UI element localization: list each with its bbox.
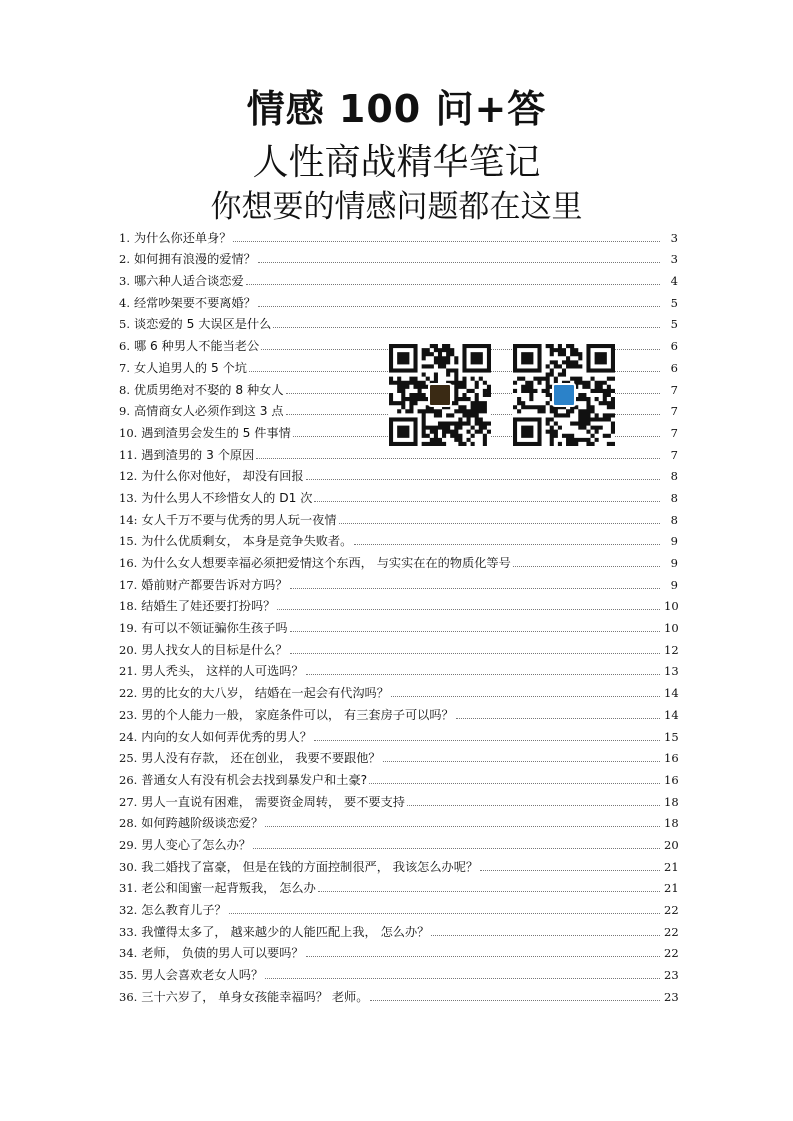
- toc-page-number: 18: [664, 794, 679, 809]
- toc-page-number: 8: [670, 512, 678, 527]
- toc-leader-dots: [306, 956, 660, 957]
- toc-entry-number: 1.: [119, 230, 130, 245]
- toc-entry-number: 26.: [119, 772, 138, 787]
- toc-leader-dots: [383, 761, 660, 762]
- toc-leader-dots: [456, 718, 660, 719]
- toc-page-number: 6: [670, 339, 678, 354]
- toc-page-number: 18: [664, 816, 679, 831]
- toc-entry-title: 我懂得太多了， 越来越少的人能匹配上我， 怎么办？: [141, 924, 430, 939]
- toc-row[interactable]: [119, 528, 678, 550]
- toc-entry-title: 男人秃头， 这样的人可选吗？: [141, 664, 304, 679]
- qr-logo-icon: [428, 383, 452, 407]
- toc-entry-number: 28.: [119, 816, 138, 831]
- toc-entry-number: 5.: [119, 317, 130, 332]
- toc-entry-text: [119, 859, 478, 875]
- toc-entry-title: 谈恋爱的 5 大误区是什么: [133, 317, 272, 332]
- toc-entry-title: 男人找女人的目标是什么？: [141, 642, 288, 657]
- toc-entry-number: 15.: [119, 534, 138, 549]
- toc-page-number: 8: [670, 469, 678, 484]
- toc-entry-number: 3.: [119, 274, 130, 289]
- toc-entry-title: 为什么你对他好， 却没有回报: [141, 469, 304, 484]
- toc-leader-dots: [431, 935, 660, 936]
- toc-row[interactable]: [119, 614, 678, 636]
- toc-row[interactable]: [119, 940, 678, 962]
- toc-entry-number: 13.: [119, 490, 138, 505]
- toc-entry-text: [119, 382, 284, 398]
- toc-entry-text: [119, 512, 337, 528]
- toc-leader-dots: [273, 327, 660, 328]
- toc-entry-title: 我二婚找了富豪， 但是在钱的方面控制很严， 我该怎么办呢？: [141, 859, 479, 874]
- toc-entry-number: 12.: [119, 469, 138, 484]
- toc-row[interactable]: [119, 463, 678, 485]
- toc-entry-number: 35.: [119, 968, 138, 983]
- toc-entry-text: [119, 447, 254, 463]
- toc-page-number: 15: [664, 729, 679, 744]
- toc-entry-number: 16.: [119, 556, 138, 570]
- toc-entry-text: [119, 598, 275, 614]
- toc-entry-number: 11.: [119, 447, 138, 462]
- toc-entry-title: 内向的女人如何弄优秀的男人？: [141, 729, 312, 744]
- toc-leader-dots: [370, 1000, 660, 1001]
- toc-page-number: 7: [670, 404, 678, 419]
- toc-entry-title: 高情商女人必须作到这 3 点: [133, 404, 284, 419]
- toc-entry-title: 男人变心了怎么办？: [141, 837, 251, 852]
- toc-page-number: 23: [664, 968, 679, 983]
- toc-entry-text: [119, 902, 227, 918]
- toc-row[interactable]: [119, 636, 678, 658]
- toc-entry-text: [119, 338, 259, 354]
- toc-leader-dots: [513, 566, 660, 567]
- toc-page-number: 8: [670, 490, 678, 505]
- toc-leader-dots: [314, 501, 660, 502]
- toc-leader-dots: [407, 805, 660, 806]
- toc-entry-title: 哪 6 种男人不能当老公: [133, 339, 260, 354]
- toc-leader-dots: [253, 848, 660, 849]
- toc-row[interactable]: [119, 918, 678, 940]
- toc-leader-dots: [339, 523, 660, 524]
- toc-entry-number: 33.: [119, 924, 138, 939]
- toc-entry-title: 女人追男人的 5 个坑: [133, 360, 247, 375]
- toc-entry-number: 23.: [119, 707, 138, 722]
- toc-page-number: 10: [664, 599, 679, 614]
- toc-entry-text: [119, 989, 368, 1005]
- toc-leader-dots: [233, 241, 660, 242]
- toc-entry-title: 遇到渣男会发生的 5 件事情: [141, 425, 291, 440]
- toc-row[interactable]: [119, 853, 678, 875]
- toc-row[interactable]: [119, 549, 678, 571]
- toc-leader-dots: [258, 306, 660, 307]
- toc-entry-title: 三十六岁了， 单身女孩能幸福吗？ 老师。: [141, 989, 369, 1004]
- toc-row[interactable]: [119, 484, 678, 506]
- toc-entry-number: 31.: [119, 881, 138, 896]
- toc-entry-text: [119, 837, 251, 853]
- toc-entry-title: 婚前财产都要告诉对方吗？: [141, 577, 288, 592]
- toc-entry-text: [119, 945, 304, 961]
- toc-entry-text: [119, 490, 312, 506]
- toc-entry-title: 男人没有存款， 还在创业， 我要不要跟他？: [141, 751, 381, 766]
- toc-entry-number: 18.: [119, 599, 138, 614]
- toc-page-number: 21: [664, 881, 679, 896]
- toc-entry-title: 如何跨越阶级谈恋爱？: [141, 816, 264, 831]
- toc-row[interactable]: [119, 810, 678, 832]
- toc-page-number: 21: [664, 859, 679, 874]
- toc-entry-title: 有可以不领证骗你生孩子吗: [141, 621, 288, 636]
- toc-entry-text: [119, 230, 231, 246]
- toc-row[interactable]: [119, 289, 678, 311]
- toc-entry-text: [119, 533, 352, 549]
- toc-row[interactable]: [119, 679, 678, 701]
- toc-entry-number: 24.: [119, 729, 138, 744]
- toc-leader-dots: [229, 913, 660, 914]
- toc-page-number: 5: [670, 295, 678, 310]
- toc-entry-text: [119, 360, 247, 376]
- toc-leader-dots: [306, 674, 660, 675]
- page-title: 情感 100 问+答: [246, 87, 547, 131]
- toc-entry-number: 30.: [119, 859, 138, 874]
- toc-entry-number: 4.: [119, 295, 130, 310]
- toc-page-number: 10: [664, 621, 679, 636]
- toc-leader-dots: [391, 696, 660, 697]
- toc-leader-dots: [306, 479, 660, 480]
- qr-code-left: [389, 344, 491, 446]
- toc-entry-title: 为什么优质剩女， 本身是竞争失败者。: [141, 534, 353, 549]
- toc-entry-text: [119, 620, 288, 636]
- toc-page-number: 14: [664, 686, 679, 701]
- toc-entry-number: 7.: [119, 360, 130, 375]
- toc-entry-title: 遇到渣男的 3 个原因: [141, 447, 255, 462]
- toc-page-number: 3: [670, 230, 678, 245]
- toc-entry-title: 女人千万不要与优秀的男人玩一夜情: [141, 512, 337, 527]
- toc-leader-dots: [314, 740, 660, 741]
- toc-page-number: 22: [664, 924, 679, 939]
- toc-entry-number: 10.: [119, 425, 138, 440]
- toc-page-number: 13: [664, 664, 679, 679]
- toc-leader-dots: [265, 978, 660, 979]
- toc-row[interactable]: [119, 701, 678, 723]
- toc-row[interactable]: [119, 571, 678, 593]
- toc-entry-text: [119, 880, 316, 896]
- toc-page-number: 7: [670, 382, 678, 397]
- toc-entry-title: 男的比女的大八岁， 结婚在一起会有代沟吗？: [141, 686, 389, 701]
- toc-entry-title: 老公和闺蜜一起背叛我， 怎么办: [141, 881, 316, 896]
- toc-entry-title: 经常吵架要不要离婚？: [133, 295, 256, 310]
- toc-entry-title: 男人会喜欢老女人吗？: [141, 968, 264, 983]
- toc-entry-number: 27.: [119, 794, 138, 809]
- toc-entry-number: 14:: [119, 512, 138, 527]
- toc-row[interactable]: [119, 506, 678, 528]
- toc-leader-dots: [256, 458, 660, 459]
- toc-leader-dots: [290, 588, 660, 589]
- toc-leader-dots: [354, 544, 660, 545]
- toc-leader-dots: [277, 609, 660, 610]
- toc-entry-text: [119, 273, 244, 289]
- toc-row[interactable]: [119, 766, 678, 788]
- toc-entry-number: 29.: [119, 837, 138, 852]
- page-subtitle-secondary: 你想要的情感问题都在这里: [210, 189, 583, 225]
- toc-entry-text: [119, 425, 291, 441]
- toc-entry-text: [119, 642, 288, 658]
- toc-page-number: 9: [670, 577, 678, 592]
- toc-row[interactable]: [119, 875, 678, 897]
- toc-entry-title: 结婚生了娃还要打扮吗？: [141, 599, 276, 614]
- toc-leader-dots: [290, 653, 660, 654]
- toc-row[interactable]: [119, 831, 678, 853]
- toc-entry-number: 25.: [119, 751, 138, 766]
- toc-page-number: 20: [664, 837, 679, 852]
- toc-entry-text: [119, 251, 256, 267]
- toc-row[interactable]: [119, 745, 678, 767]
- toc-entry-text: [119, 729, 312, 745]
- toc-page-number: 16: [664, 772, 679, 787]
- toc-leader-dots: [290, 631, 660, 632]
- toc-row[interactable]: [119, 267, 678, 289]
- toc-entry-number: 21.: [119, 664, 138, 679]
- toc-page-number: 16: [664, 751, 679, 766]
- toc-entry-text: [119, 403, 284, 419]
- qr-code-right: [513, 344, 615, 446]
- toc-row[interactable]: [119, 658, 678, 680]
- toc-entry-title: 男人一直说有困难， 需要资金周转， 要不要支持: [141, 794, 405, 809]
- table-of-contents: [119, 224, 678, 1005]
- toc-entry-title: 为什么女人想要幸福必须把爱情这个东西， 与实实在在的物质化等号: [141, 556, 511, 570]
- toc-page-number: 5: [670, 317, 678, 332]
- toc-entry-number: 32.: [119, 903, 138, 917]
- toc-entry-text: [119, 750, 381, 766]
- toc-row[interactable]: [119, 788, 678, 810]
- toc-page-number: 6: [670, 360, 678, 375]
- toc-entry-number: 20.: [119, 642, 138, 657]
- toc-entry-text: [119, 295, 256, 311]
- toc-entry-text: [119, 468, 304, 484]
- toc-entry-title: 哪六种人适合谈恋爱: [133, 274, 244, 289]
- toc-leader-dots: [318, 891, 660, 892]
- toc-entry-text: [119, 794, 405, 810]
- toc-entry-number: 2.: [119, 252, 130, 267]
- toc-leader-dots: [258, 262, 660, 263]
- toc-leader-dots: [480, 870, 660, 871]
- toc-row[interactable]: [119, 983, 678, 1005]
- toc-leader-dots: [265, 826, 660, 827]
- toc-entry-title: 男的个人能力一般， 家庭条件可以， 有三套房子可以吗？: [141, 707, 454, 722]
- toc-entry-text: [119, 663, 304, 679]
- toc-row[interactable]: [119, 723, 678, 745]
- toc-entry-number: 36.: [119, 989, 138, 1004]
- toc-page-number: 12: [664, 642, 679, 657]
- toc-row[interactable]: [119, 311, 678, 333]
- toc-leader-dots: [369, 783, 660, 784]
- toc-page-number: 22: [664, 903, 679, 917]
- toc-entry-text: [119, 316, 271, 332]
- toc-page-number: 22: [664, 946, 679, 961]
- toc-row[interactable]: [119, 961, 678, 983]
- toc-entry-number: 19.: [119, 621, 138, 636]
- toc-entry-text: [119, 924, 429, 940]
- toc-page-number: 3: [670, 252, 678, 267]
- toc-page-number: 7: [670, 447, 678, 462]
- toc-entry-number: 17.: [119, 577, 138, 592]
- toc-entry-title: 为什么男人不珍惜女人的 D1 次: [141, 490, 313, 505]
- toc-entry-title: 为什么你还单身？: [133, 230, 232, 245]
- qr-logo-icon: [552, 383, 576, 407]
- toc-row[interactable]: [119, 593, 678, 615]
- toc-entry-number: 6.: [119, 339, 130, 354]
- toc-entry-text: [119, 815, 263, 831]
- toc-entry-title: 普通女人有没有机会去找到暴发户和土豪?: [141, 772, 368, 787]
- toc-entry-number: 22.: [119, 686, 138, 701]
- toc-entry-title: 如何拥有浪漫的爱情？: [133, 252, 256, 267]
- toc-entry-text: [119, 685, 389, 701]
- toc-page-number: 14: [664, 707, 679, 722]
- toc-row[interactable]: [119, 896, 678, 918]
- toc-entry-number: 8.: [119, 382, 130, 397]
- page-subtitle: 人性商战精华笔记: [252, 142, 541, 183]
- toc-page-number: 9: [670, 556, 678, 570]
- toc-page-number: 4: [670, 274, 678, 289]
- toc-page-number: 7: [670, 425, 678, 440]
- toc-entry-text: [119, 577, 288, 593]
- toc-entry-text: [119, 555, 511, 571]
- toc-row[interactable]: [119, 246, 678, 268]
- toc-entry-title: 怎么教育儿子？: [141, 903, 227, 917]
- toc-row[interactable]: [119, 224, 678, 246]
- toc-entry-title: 优质男绝对不娶的 8 种女人: [133, 382, 284, 397]
- toc-entry-text: [119, 707, 454, 723]
- toc-entry-text: [119, 772, 367, 788]
- toc-entry-number: 9.: [119, 404, 130, 419]
- toc-page-number: 23: [664, 989, 679, 1004]
- toc-entry-number: 34.: [119, 946, 138, 961]
- toc-entry-text: [119, 967, 263, 983]
- toc-leader-dots: [246, 284, 660, 285]
- toc-page-number: 9: [670, 534, 678, 549]
- toc-entry-title: 老师， 负债的男人可以要吗？: [141, 946, 304, 961]
